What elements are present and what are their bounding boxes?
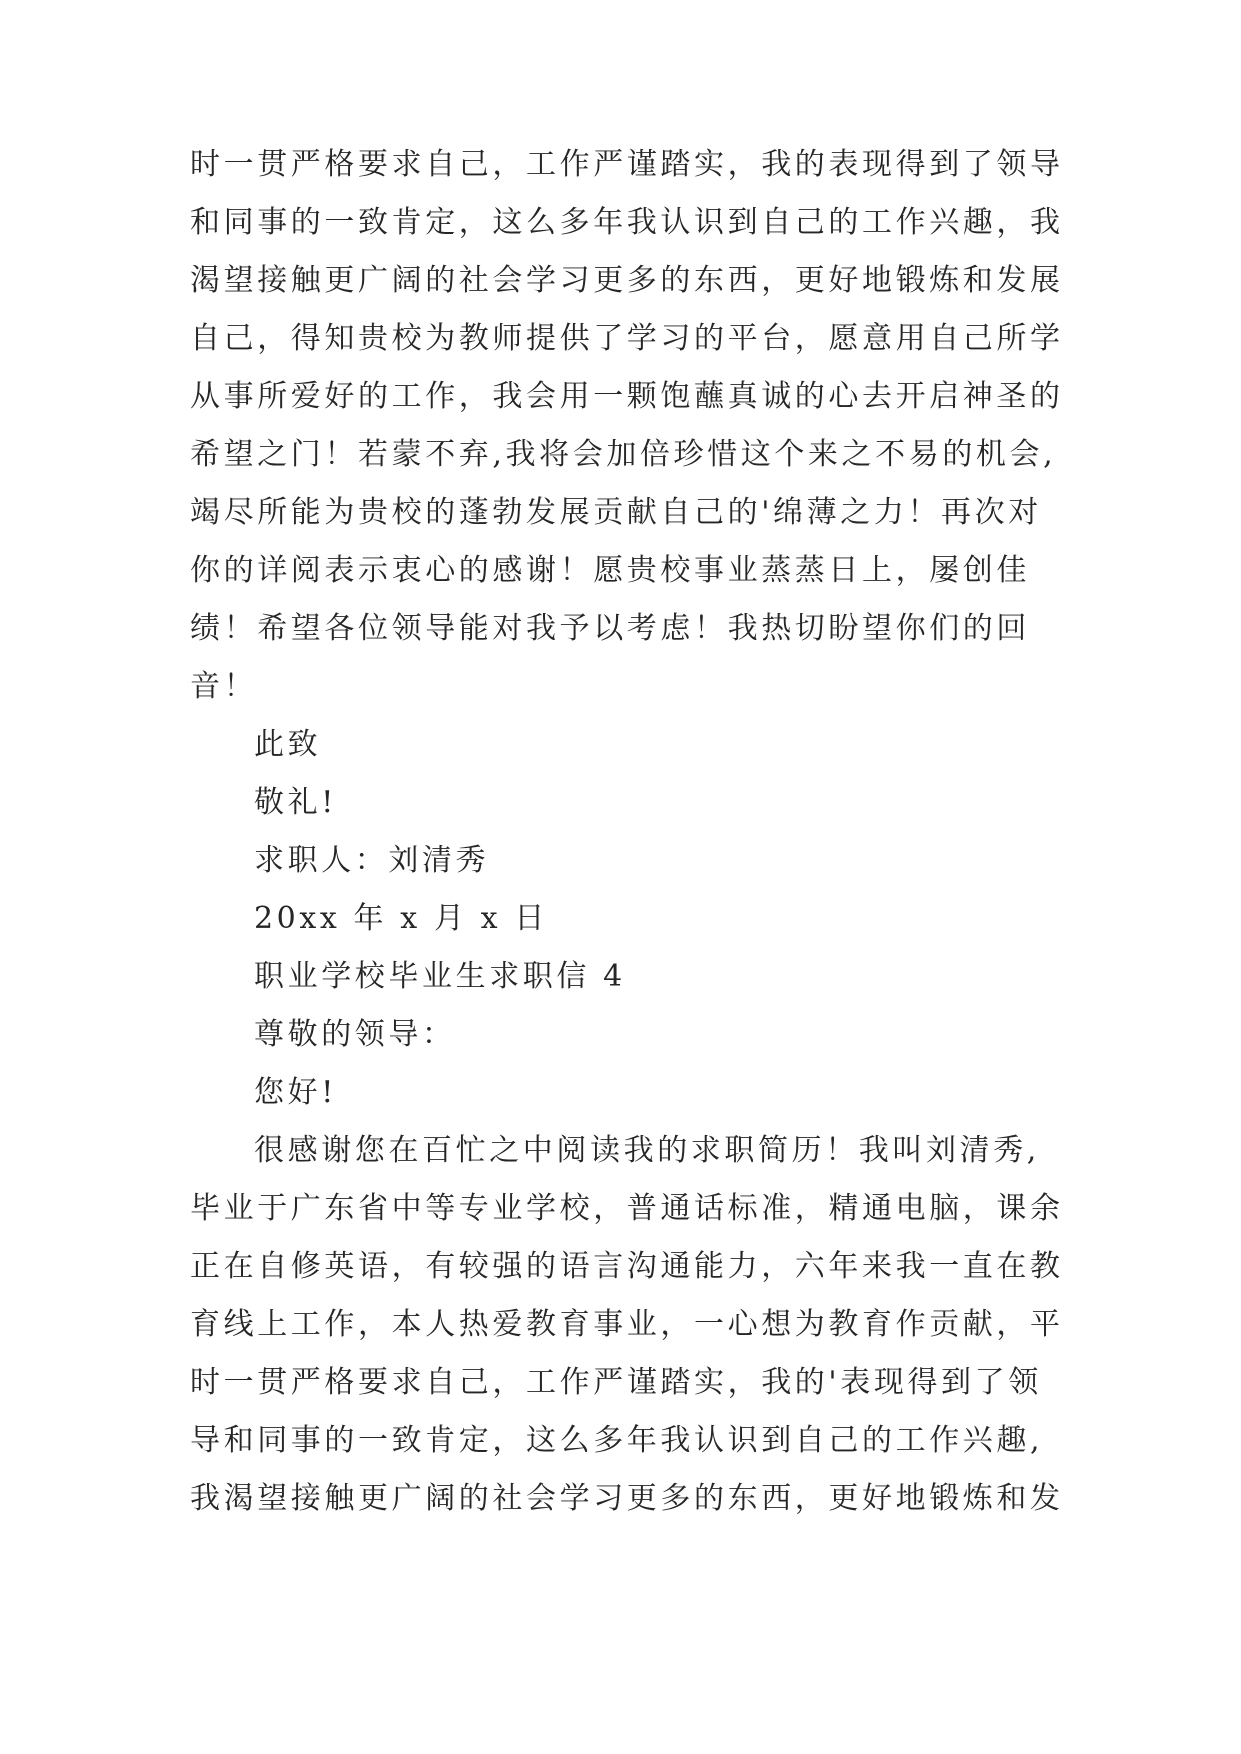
paragraph-line: 绩！希望各位领导能对我予以考虑！我热切盼望你们的回: [190, 611, 1030, 646]
paragraph-line: 你的详阅表示衷心的感谢！愿贵校事业蒸蒸日上，屡创佳: [190, 553, 1030, 588]
paragraph-line: 正在自修英语，有较强的语言沟通能力，六年来我一直在教: [190, 1249, 1064, 1284]
paragraph-line: 从事所爱好的工作，我会用一颗饱蘸真诚的心去开启神圣的: [190, 379, 1064, 414]
paragraph-line: 育线上工作，本人热爱教育事业，一心想为教育作贡献，平: [190, 1307, 1064, 1342]
document-body: [190, 136, 1070, 1528]
paragraph-line: 很感谢您在百忙之中阅读我的求职简历！我叫刘清秀,: [254, 1133, 1040, 1168]
closing-text: 此致: [254, 727, 322, 762]
salute-text: 敬礼!: [254, 785, 337, 820]
paragraph-line: 自己，得知贵校为教师提供了学习的平台，愿意用自己所学: [190, 321, 1064, 356]
paragraph-line: 希望之门！若蒙不弃,我将会加倍珍惜这个来之不易的机会,: [190, 437, 1057, 472]
date-line: 20xx 年 x 月 x 日: [254, 901, 548, 936]
paragraph-line: 竭尽所能为贵校的蓬勃发展贡献自己的'绵薄之力！再次对: [190, 495, 1042, 530]
signature-line: 求职人：刘清秀: [254, 843, 490, 878]
greeting-text: 您好!: [254, 1075, 337, 1110]
paragraph-line: 渴望接触更广阔的社会学习更多的东西，更好地锻炼和发展: [190, 263, 1064, 298]
paragraph-line: 和同事的一致肯定，这么多年我认识到自己的工作兴趣，我: [190, 205, 1064, 240]
paragraph-line: 毕业于广东省中等专业学校，普通话标准，精通电脑，课余: [190, 1191, 1064, 1226]
paragraph-line: 导和同事的一致肯定，这么多年我认识到自己的工作兴趣,: [190, 1423, 1044, 1458]
paragraph-line: 我渴望接触更广阔的社会学习更多的东西，更好地锻炼和发: [190, 1481, 1064, 1516]
paragraph-line: 时一贯严格要求自己，工作严谨踏实，我的'表现得到了领: [190, 1365, 1042, 1400]
paragraph-line: 时一贯严格要求自己，工作严谨踏实，我的表现得到了领导: [190, 147, 1064, 182]
greeting-recipient: 尊敬的领导：: [254, 1017, 456, 1052]
section-title: 职业学校毕业生求职信 4: [254, 959, 626, 994]
paragraph-line: 音！: [190, 669, 258, 704]
